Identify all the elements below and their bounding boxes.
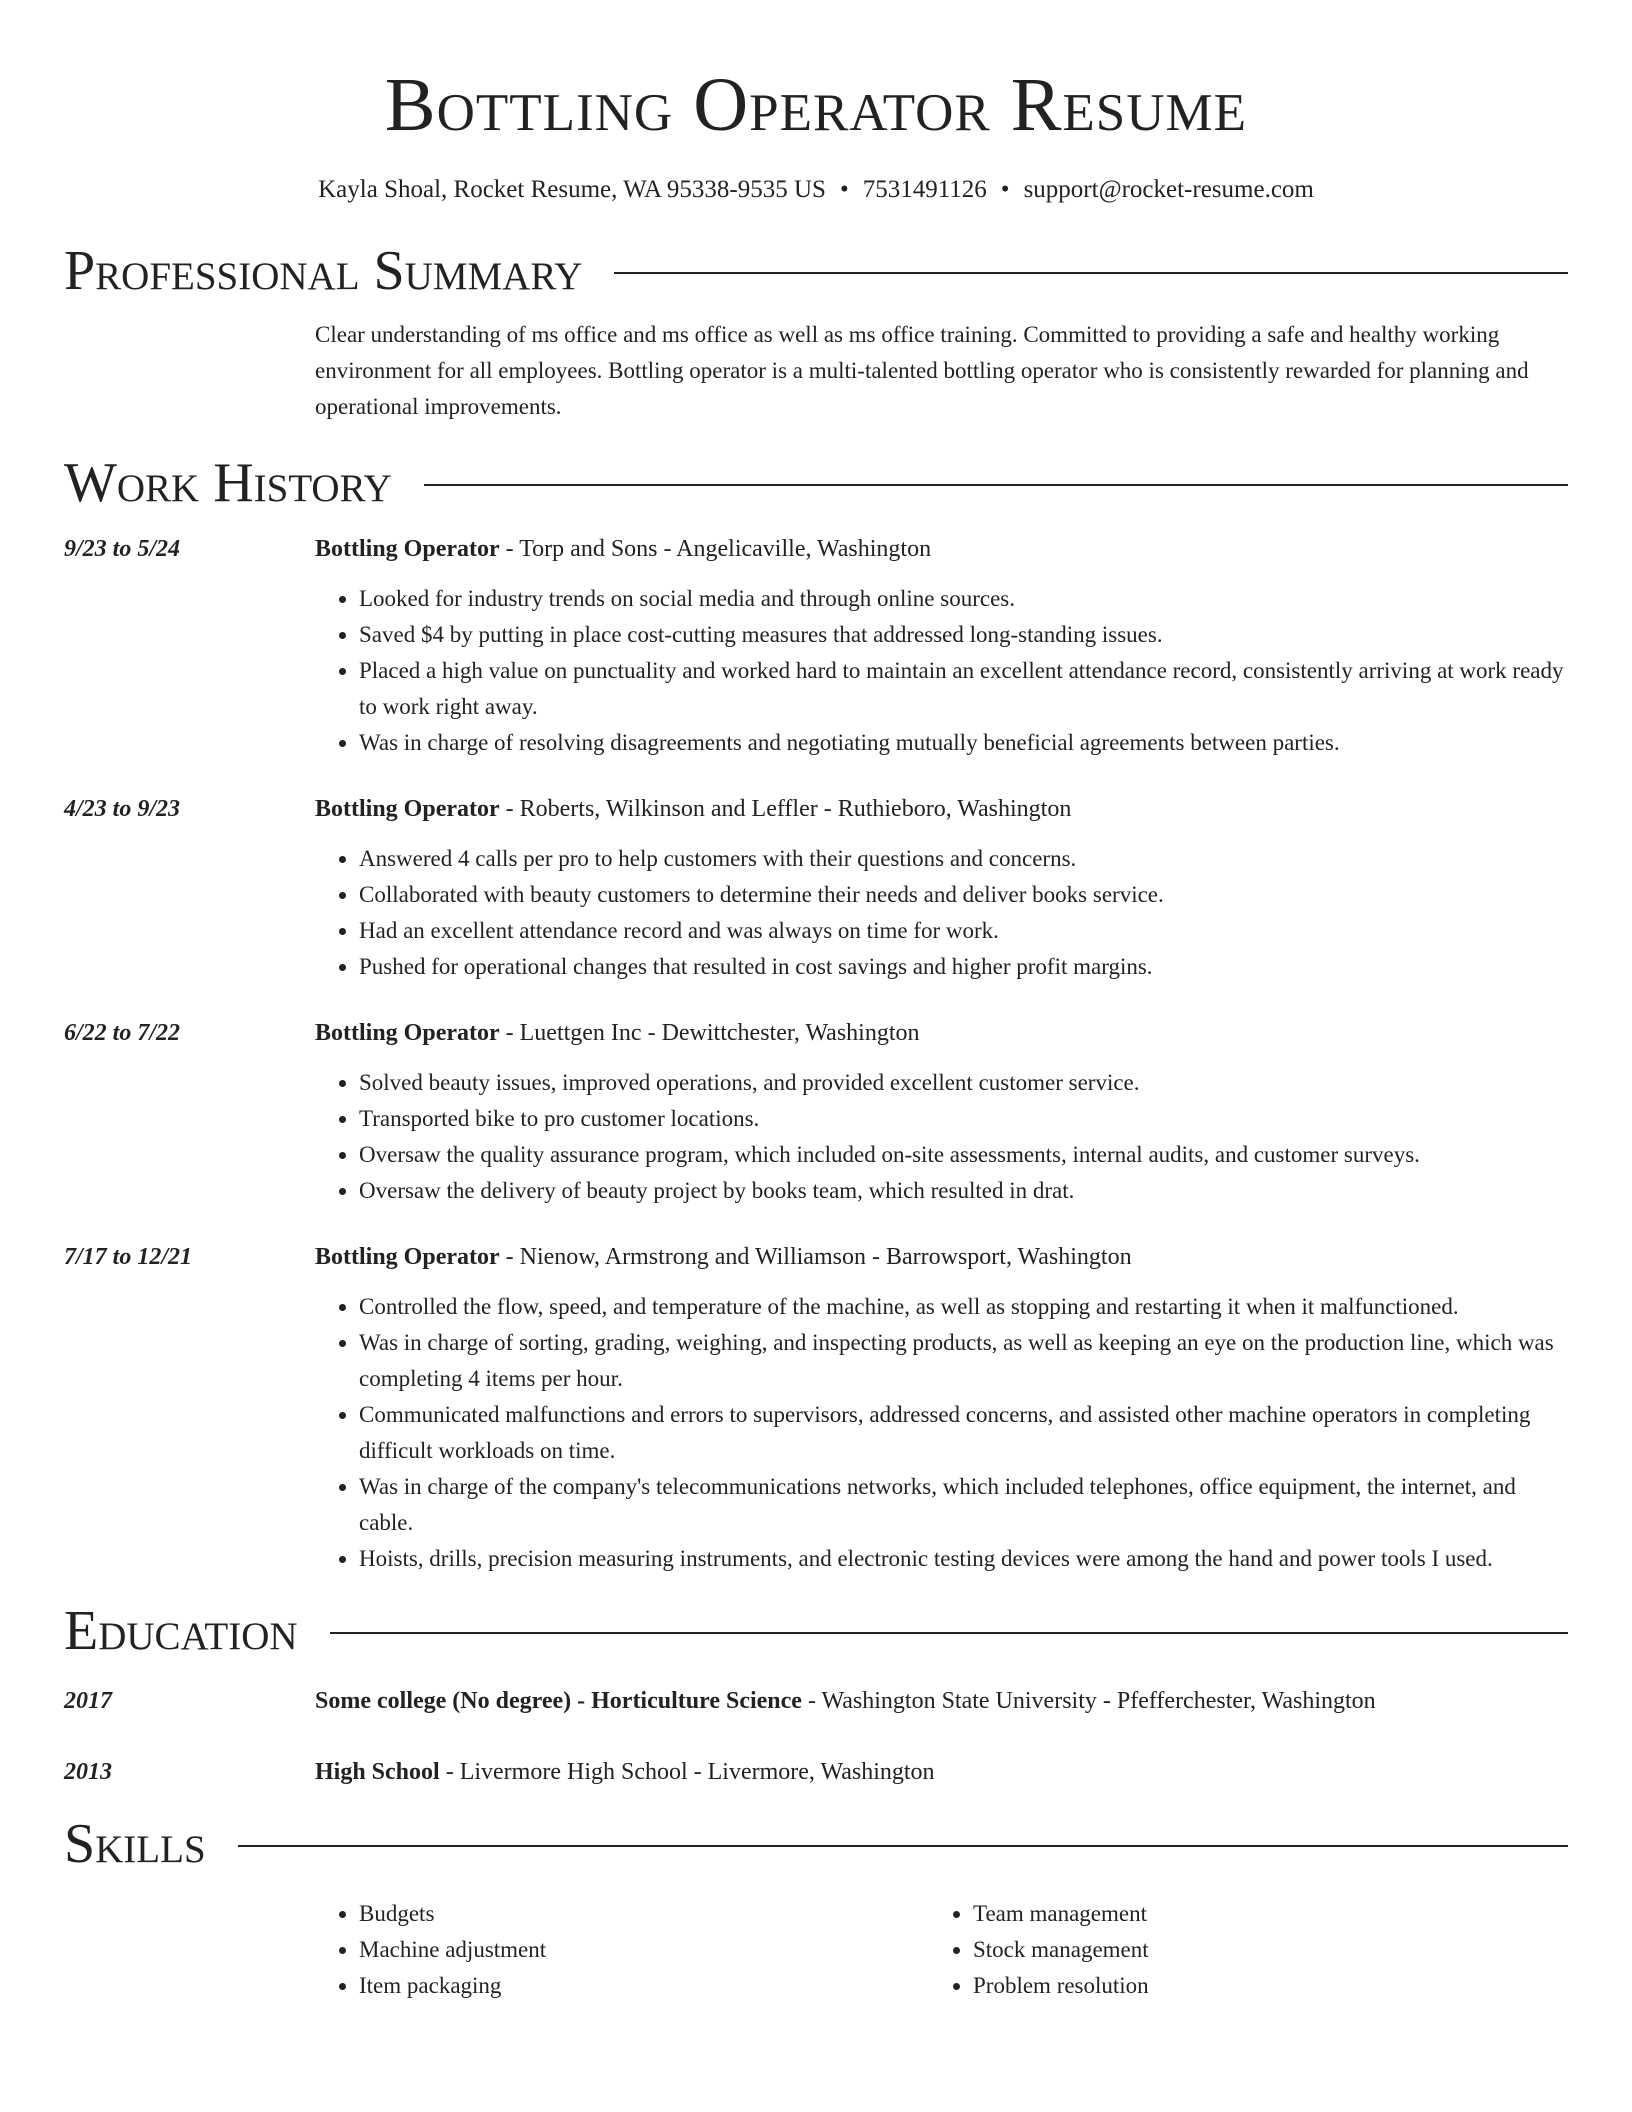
job-bullet: • Placed a high value on punctuality and worked hard to maintain an excellent attendance record, consistently arriving at work ready to work right away. xyxy=(359,653,1568,725)
contact-email: support@rocket-resume.com xyxy=(1023,176,1314,203)
job-dates: 7/17 to 12/21 xyxy=(64,1244,193,1270)
section-divider xyxy=(424,484,1568,486)
job-heading xyxy=(315,791,1568,827)
skill-item: • Machine adjustment xyxy=(359,1932,929,1968)
education-degree: High School xyxy=(315,1759,440,1785)
job-bullets xyxy=(315,1289,1568,1577)
summary-text: Clear understanding of ms office and ms office as well as ms office training. Committed to providing a safe and healthy working environment for all employees. Bottling operator is a multi-talented bottling operator who is consistently rewarded for planning and operational improvements. xyxy=(315,322,1529,419)
job-entry xyxy=(64,791,1568,985)
skill-item: • Stock management xyxy=(973,1932,1543,1968)
job-dates: 9/23 to 5/24 xyxy=(64,536,181,562)
job-details: - Roberts, Wilkinson and Leffler - Ruthieboro, Washington xyxy=(499,796,1072,822)
job-bullet: • Communicated malfunctions and errors to supervisors, addressed concerns, and assisted other machine operators in completing difficult workloads on time. xyxy=(359,1397,1568,1469)
job-bullet: • Was in charge of the company's telecommunications networks, which included telephones, office equipment, the internet, and cable. xyxy=(359,1469,1568,1541)
skills-heading: Skills xyxy=(64,1813,206,1875)
education-degree: Some college (No degree) - Horticulture Science xyxy=(315,1688,802,1714)
job-bullet: • Collaborated with beauty customers to determine their needs and deliver books service. xyxy=(359,877,1568,913)
job-title: Bottling Operator xyxy=(315,1020,500,1046)
education-details: - Washington State University - Pfefferchester, Washington xyxy=(801,1688,1376,1714)
education-heading: Education xyxy=(64,1600,298,1662)
contact-separator: • xyxy=(1000,176,1010,203)
job-bullets xyxy=(315,581,1568,761)
skills-column-right xyxy=(929,1896,1543,2004)
skill-item: • Problem resolution xyxy=(973,1968,1543,2004)
summary-section-header xyxy=(64,239,1568,303)
contact-address: Kayla Shoal, Rocket Resume, WA 95338-9535 US xyxy=(318,176,826,203)
section-divider xyxy=(614,272,1568,274)
education-year: 2017 xyxy=(64,1688,112,1714)
contact-separator: • xyxy=(839,176,849,203)
job-bullet: • Solved beauty issues, improved operations, and provided excellent customer service. xyxy=(359,1065,1568,1101)
contact-line xyxy=(64,174,1568,206)
education-year: 2013 xyxy=(64,1759,112,1785)
job-bullet: • Looked for industry trends on social media and through online sources. xyxy=(359,581,1568,617)
job-dates: 6/22 to 7/22 xyxy=(64,1020,181,1046)
section-divider xyxy=(330,1632,1568,1634)
section-divider xyxy=(238,1845,1568,1847)
job-details: - Torp and Sons - Angelicaville, Washington xyxy=(499,536,932,562)
job-bullet: • Oversaw the quality assurance program, which included on-site assessments, internal audits, and customer surveys. xyxy=(359,1137,1568,1173)
job-heading xyxy=(315,1015,1568,1051)
skill-item: • Team management xyxy=(973,1896,1543,1932)
education-entry xyxy=(64,1683,1568,1719)
skill-item: • Budgets xyxy=(359,1896,929,1932)
skills-column-left xyxy=(315,1896,929,2004)
skills-section-header xyxy=(64,1812,1568,1876)
job-bullet: • Saved $4 by putting in place cost-cutting measures that addressed long-standing issues. xyxy=(359,617,1568,653)
job-title: Bottling Operator xyxy=(315,796,500,822)
job-bullet: • Hoists, drills, precision measuring instruments, and electronic testing devices were among the hand and power tools I used. xyxy=(359,1541,1568,1577)
job-dates: 4/23 to 9/23 xyxy=(64,796,181,822)
job-entry xyxy=(64,531,1568,761)
job-bullets xyxy=(315,841,1568,985)
job-title: Bottling Operator xyxy=(315,536,500,562)
resume-page xyxy=(64,0,1568,2004)
job-bullet: • Oversaw the delivery of beauty project by books team, which resulted in drat. xyxy=(359,1173,1568,1209)
job-bullet: • Pushed for operational changes that resulted in cost savings and higher profit margins. xyxy=(359,949,1568,985)
job-bullet: • Had an excellent attendance record and was always on time for work. xyxy=(359,913,1568,949)
education-entry xyxy=(64,1754,1568,1790)
job-title: Bottling Operator xyxy=(315,1244,500,1270)
skills-list xyxy=(315,1896,1568,2004)
job-heading xyxy=(315,1239,1568,1275)
education-section-header xyxy=(64,1599,1568,1663)
job-details: - Luettgen Inc - Dewittchester, Washington xyxy=(499,1020,920,1046)
summary-heading: Professional Summary xyxy=(64,240,583,302)
job-bullet: • Answered 4 calls per pro to help customers with their questions and concerns. xyxy=(359,841,1568,877)
work-section-header xyxy=(64,451,1568,515)
job-details: - Nienow, Armstrong and Williamson - Barrowsport, Washington xyxy=(499,1244,1132,1270)
job-bullet: • Was in charge of resolving disagreements and negotiating mutually beneficial agreements between parties. xyxy=(359,725,1568,761)
job-heading xyxy=(315,531,1568,567)
job-bullet: • Was in charge of sorting, grading, weighing, and inspecting products, as well as keeping an eye on the production line, which was completing 4 items per hour. xyxy=(359,1325,1568,1397)
contact-phone: 7531491126 xyxy=(862,176,987,203)
skill-item: • Item packaging xyxy=(359,1968,929,2004)
job-entry xyxy=(64,1239,1568,1577)
work-heading: Work History xyxy=(64,452,392,514)
job-bullet: • Transported bike to pro customer locations. xyxy=(359,1101,1568,1137)
resume-title: Bottling Operator Resume xyxy=(384,63,1248,147)
job-bullets xyxy=(315,1065,1568,1209)
job-entry xyxy=(64,1015,1568,1209)
education-details: - Livermore High School - Livermore, Washington xyxy=(439,1759,935,1785)
job-bullet: • Controlled the flow, speed, and temperature of the machine, as well as stopping and restarting it when it malfunctioned. xyxy=(359,1289,1568,1325)
